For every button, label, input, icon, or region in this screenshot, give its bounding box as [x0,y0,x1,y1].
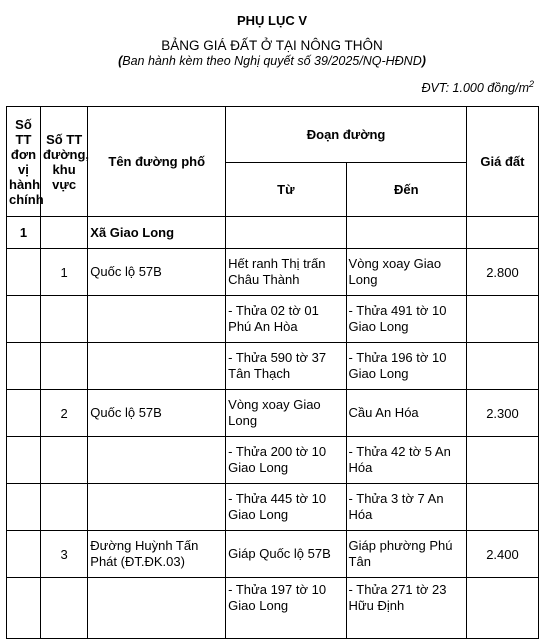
subtitle-close-paren: ) [421,54,426,68]
road-name-cell [88,484,226,531]
subtitle-open-paren: ( [118,54,123,68]
road-name-cell: Quốc lộ 57B [88,390,226,437]
commune-empty-cell [346,217,466,249]
table-row [7,390,539,437]
table-row [7,531,539,578]
table-row [7,578,539,639]
segment-to-cell: - Thửa 271 tờ 23 Hữu Định [346,578,466,639]
price-cell [466,578,538,639]
road-no-cell [40,296,87,343]
road-no-cell [40,437,87,484]
road-no-cell: 2 [40,390,87,437]
price-cell: 2.400 [466,531,538,578]
commune-row [7,217,539,249]
commune-name: Xã Giao Long [88,217,226,249]
road-no-cell [40,578,87,639]
price-cell [466,296,538,343]
document-title: BẢNG GIÁ ĐẤT Ở TẠI NÔNG THÔN [161,38,383,53]
price-cell: 2.300 [466,390,538,437]
road-name-cell: Đường Huỳnh Tấn Phát (ĐT.ĐK.03) [88,531,226,578]
unit-text: ĐVT: 1.000 đồng/m [421,81,529,96]
appendix-label: PHỤ LỤC V [236,13,308,28]
road-no-cell: 1 [40,249,87,296]
commune-empty-cell [40,217,87,249]
table-row [7,343,539,390]
price-cell [466,437,538,484]
segment-to-cell: - Thửa 491 tờ 10 Giao Long [346,296,466,343]
road-no-cell [40,484,87,531]
header-road-no: Số TT đường, khu vực [40,107,87,217]
segment-to-cell: Cầu An Hóa [346,390,466,437]
land-price-table [6,106,539,639]
segment-from-cell: Vòng xoay Giao Long [226,390,346,437]
segment-from-cell: - Thửa 02 tờ 01 Phú An Hòa [226,296,346,343]
segment-to-cell: Giáp phường Phú Tân [346,531,466,578]
road-no-cell [40,343,87,390]
price-cell [466,484,538,531]
segment-from-cell: - Thửa 200 tờ 10 Giao Long [226,437,346,484]
segment-to-cell: - Thửa 42 tờ 5 An Hóa [346,437,466,484]
unit-note [422,79,534,95]
commune-empty-cell [466,217,538,249]
document-subtitle [0,54,544,68]
admin-no-cell [7,531,41,578]
header-to: Đến [346,163,466,217]
admin-no-cell [7,390,41,437]
road-name-cell: Quốc lộ 57B [88,249,226,296]
segment-from-cell: - Thửa 197 tờ 10 Giao Long [226,578,346,639]
segment-from-cell: Hết ranh Thị trấn Châu Thành [226,249,346,296]
table-row [7,296,539,343]
road-name-cell [88,343,226,390]
unit-superscript: 2 [528,79,534,89]
admin-no-cell [7,484,41,531]
segment-to-cell: - Thửa 196 tờ 10 Giao Long [346,343,466,390]
admin-no-cell [7,249,41,296]
price-cell [466,343,538,390]
price-cell: 2.800 [466,249,538,296]
admin-no-cell [7,296,41,343]
admin-no-cell [7,343,41,390]
road-no-cell: 3 [40,531,87,578]
admin-no-cell [7,437,41,484]
table-row [7,249,539,296]
header-road-name: Tên đường phố [88,107,226,217]
header-segment: Đoạn đường [226,107,467,163]
header-from: Từ [226,163,346,217]
road-name-cell [88,437,226,484]
commune-empty-cell [226,217,346,249]
commune-no: 1 [7,217,41,249]
segment-from-cell: - Thửa 445 tờ 10 Giao Long [226,484,346,531]
segment-from-cell: - Thửa 590 tờ 37 Tân Thạch [226,343,346,390]
admin-no-cell [7,578,41,639]
table-row [7,484,539,531]
road-name-cell [88,578,226,639]
segment-to-cell: Vòng xoay Giao Long [346,249,466,296]
header-admin-unit-no: Số TT đơn vị hành chính [7,107,41,217]
segment-to-cell: - Thửa 3 tờ 7 An Hóa [346,484,466,531]
header-price: Giá đất [466,107,538,217]
subtitle-text: Ban hành kèm theo Nghị quyết số 39/2025/NQ-HĐND [122,54,422,68]
table-row [7,437,539,484]
road-name-cell [88,296,226,343]
segment-from-cell: Giáp Quốc lộ 57B [226,531,346,578]
